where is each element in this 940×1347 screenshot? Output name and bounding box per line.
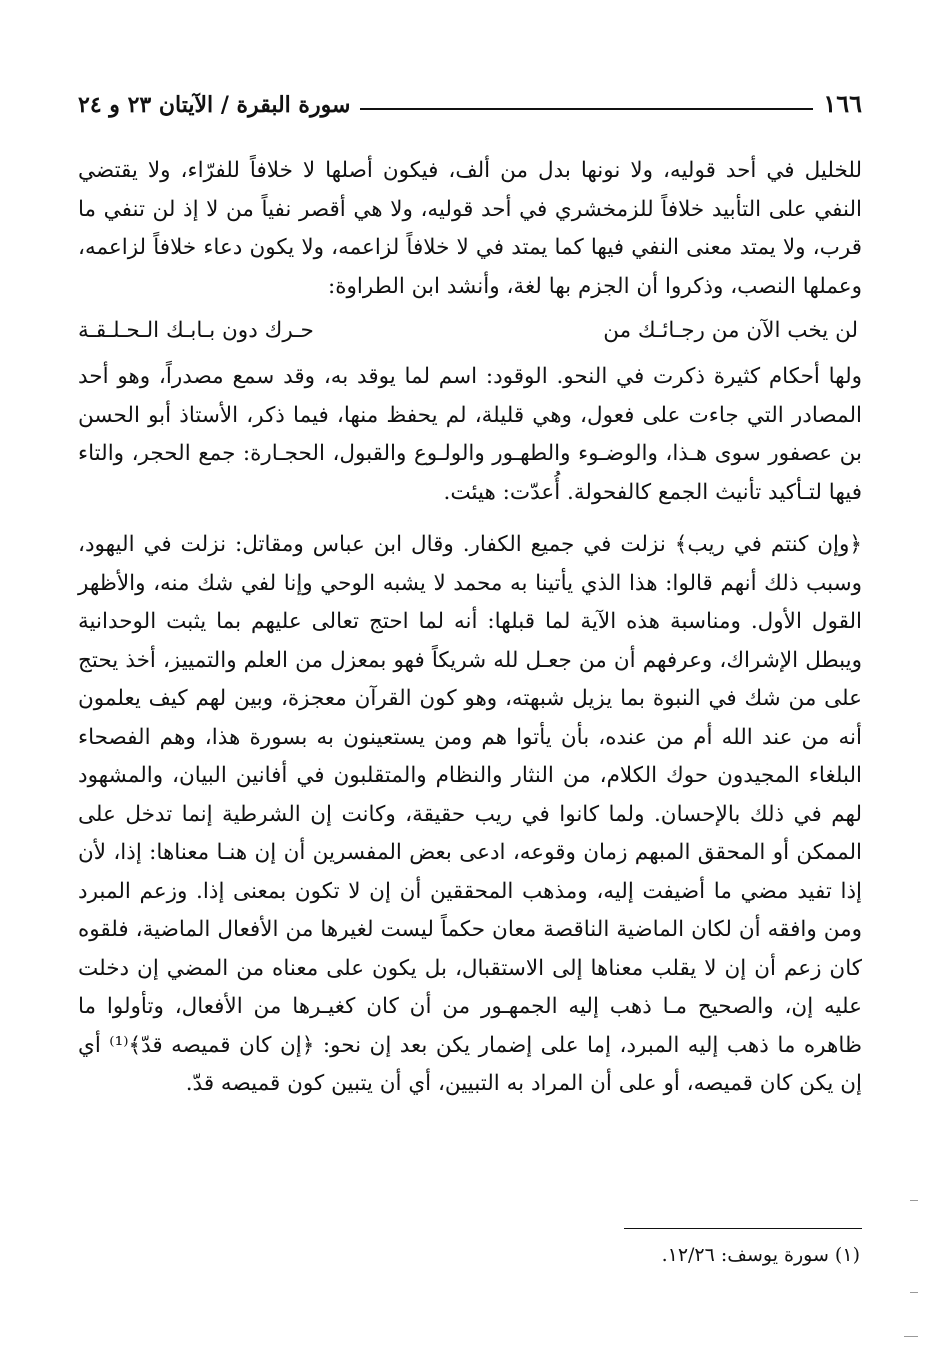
poetry-verse (78, 312, 862, 350)
paragraph-spacer (78, 512, 862, 526)
verse-first-hemistich: لن يخب الآن من رجـائـك من (603, 318, 858, 343)
header-rule (360, 108, 813, 110)
footnote: (١) سورة يوسف: ١٢/٢٦. (661, 1244, 860, 1266)
edge-mark (910, 1292, 918, 1293)
verse-second-hemistich: حـرك دون بـابـك الـحـلـقـة (78, 318, 314, 343)
running-head (78, 78, 862, 118)
footnote-rule (624, 1228, 862, 1229)
edge-mark (910, 1200, 918, 1201)
edge-mark (904, 1336, 918, 1337)
main-text (78, 152, 862, 1104)
paragraph-3: ﴿وإن كنتم في ريب﴾ نزلت في جميع الكفار. وقال ابن عباس ومقاتل: نزلت في اليهود، وسبب ذلك أنهم قالوا: هذا الذي يأتينا به محمد لا يشبه الوحي وإنا لفي شك منه، والأظهر القول الأول. ومناسبة هذه الآية لما قبلها: أنه لما احتج تعالى عليهم بما يثبت الوحدانية ويبطل الإشراك، وعرفهم أن من جعـل لله شريكاً فهو بمعزل من العلم والتمييز، أخذ يحتج على من شك في النبوة بما يزيل شبهته، وهو كون القرآن معجزة، وبين لهم كيف يعلمون أنه من عند الله أم من عنده، بأن يأتوا هم ومن يستعينون به بسورة هذا، وهم الفصحاء البلغاء المجيدون حوك الكلام، من النثار والنظام والمتقلبون في أفانين البيان، والمشهود لهم في ذلك بالإحسان. ولما كانوا في ريب حقيقة، وكانت إن الشرطية إنما تدخل على الممكن أو المحقق المبهم زمان وقوعه، ادعى بعض المفسرين أن إن هنـا معناها: إذا، لأن إذا تفيد مضي ما أضيفت إليه، ومذهب المحققين أن إن لا تكون بمعنى إذا. وزعم المبرد ومن وافقه أن لكان الماضية الناقصة معان حكماً ليست لغيرها من الأفعال الماضية، فلقوه كان زعم أن إن لا يقلب معناها إلى الاستقبال، بل يكون على معناه من المضي إن دخلت عليه إن، والصحيح مـا ذهب إليه الجمهـور من أن كان كغيـرها من الأفعال، وتأولوا ما ظاهره ما ذهب إليه المبرد، إما على إضمار يكن بعد إن نحو: ﴿إن كان قميصه قدّ﴾⁽¹⁾ أي إن يكن كان قميصه، أو على أن المراد به التبيين، أي أن يتبين كون قميصه قدّ. (78, 532, 862, 1096)
paragraph-2: ولها أحكام كثيرة ذكرت في النحو. الوقود: اسم لما يوقد به، وقد سمع مصدراً، وهو أحد المصادر التي جاءت على فعول، وهي قليلة، لم يحفظ منها، فيما ذكر، الأستاذ أبو الحسن بن عصفور سوى هـذا، والوضـوء والطهـور والولـوع والقبول، الحجـارة: جمع الحجر، والتاء فيها لتـأكيد تأنيث الجمع كالفحولة. أُعدّت: هيئت. (78, 364, 862, 505)
page-number: ١٦٦ (823, 89, 862, 118)
paragraph-1: للخليل في أحد قوليه، ولا نونها بدل من ألف، فيكون أصلها لا خلافاً للفرّاء، ولا يقتضي النفي على التأبيد خلافاً للزمخشري في أحد قوليه، ولا هي أقصر نفياً من لا إذ لن تنفي ما قرب، ولا يمتد معنى النفي فيها كما يمتد في لا خلافاً لزاعمه، ولا يكون دعاء خلافاً لزاعمه، وعملها النصب، وذكروا أن الجزم بها لغة، وأنشد ابن الطراوة: (78, 158, 862, 299)
page-title: سورة البقرة / الآيتان ٢٣ و ٢٤ (78, 92, 351, 118)
